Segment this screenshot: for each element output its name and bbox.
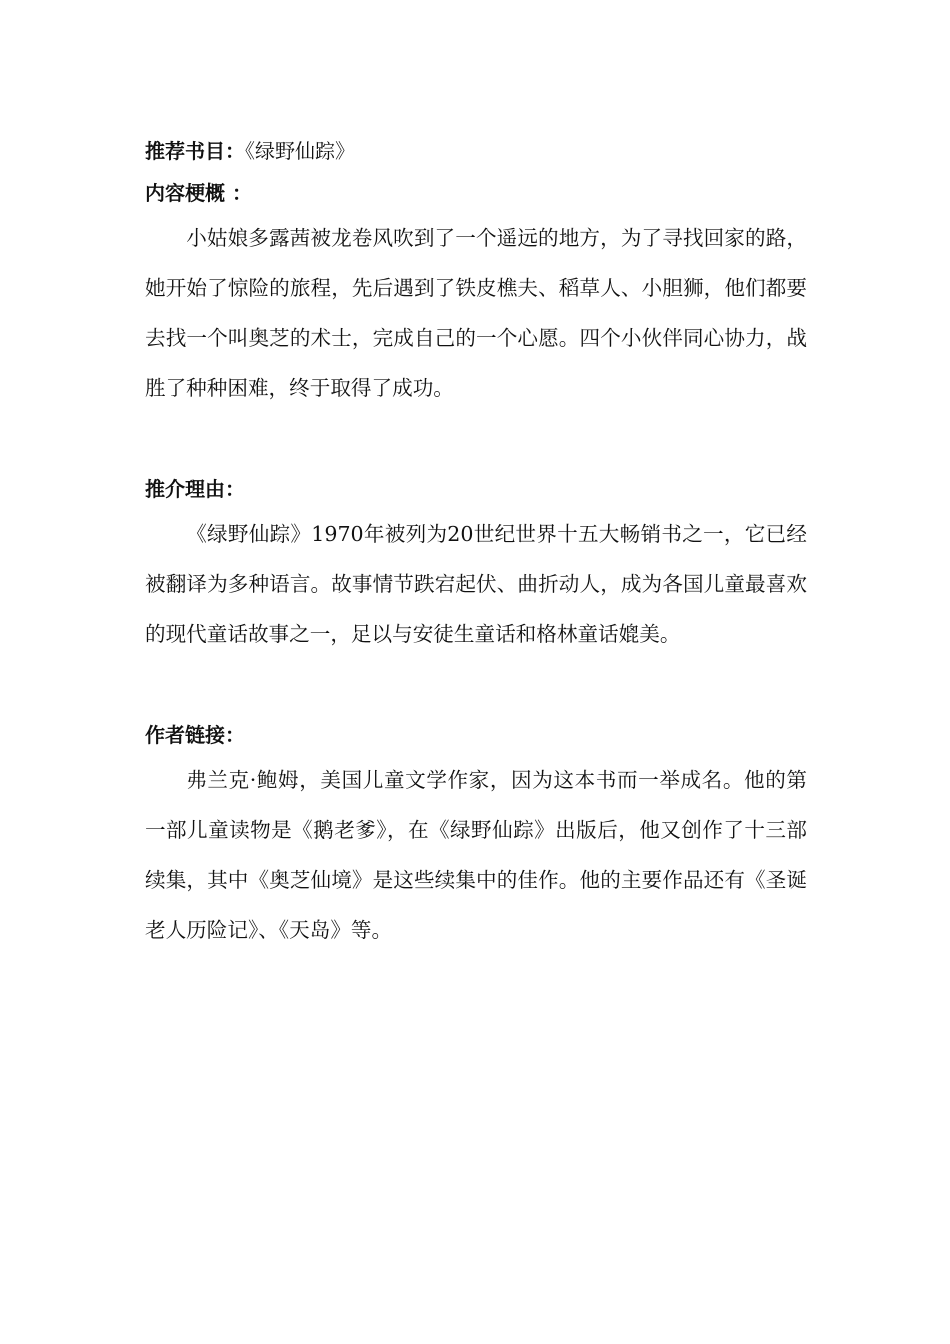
book-title: 《绿野仙踪》 bbox=[245, 139, 355, 163]
book-label: 推荐书目： bbox=[145, 139, 245, 163]
author-paragraph: 弗兰克·鲍姆，美国儿童文学作家，因为这本书而一举成名。他的第一部儿童读物是《鹅老爹》，在《绿野仙踪》出版后，他又创作了十三部续集，其中《奥芝仙境》是这些续集中的佳作。他的主要作品还有《圣诞老人历险记》、《天岛》等。 bbox=[145, 768, 807, 942]
section-spacer bbox=[145, 659, 807, 706]
reason-heading: 推介理由： bbox=[145, 477, 245, 501]
author-heading: 作者链接： bbox=[145, 723, 245, 747]
section-spacer bbox=[145, 413, 807, 460]
book-recommendation-line bbox=[145, 135, 807, 167]
summary-paragraph: 小姑娘多露茜被龙卷风吹到了一个遥远的地方，为了寻找回家的路，她开始了惊险的旅程，先后遇到了铁皮樵夫、稻草人、小胆狮，他们都要去找一个叫奥芝的术士，完成自己的一个心愿。四个小伙伴同心协力，战胜了种种困难，终于取得了成功。 bbox=[145, 226, 807, 400]
reason-paragraph: 《绿野仙踪》1970年被列为20世纪世界十五大畅销书之一，它已经被翻译为多种语言。故事情节跌宕起伏、曲折动人，成为各国儿童最喜欢的现代童话故事之一，足以与安徒生童话和格林童话媲美。 bbox=[145, 522, 807, 646]
summary-heading: 内容梗概 ： bbox=[145, 181, 252, 205]
document-content bbox=[145, 135, 807, 955]
